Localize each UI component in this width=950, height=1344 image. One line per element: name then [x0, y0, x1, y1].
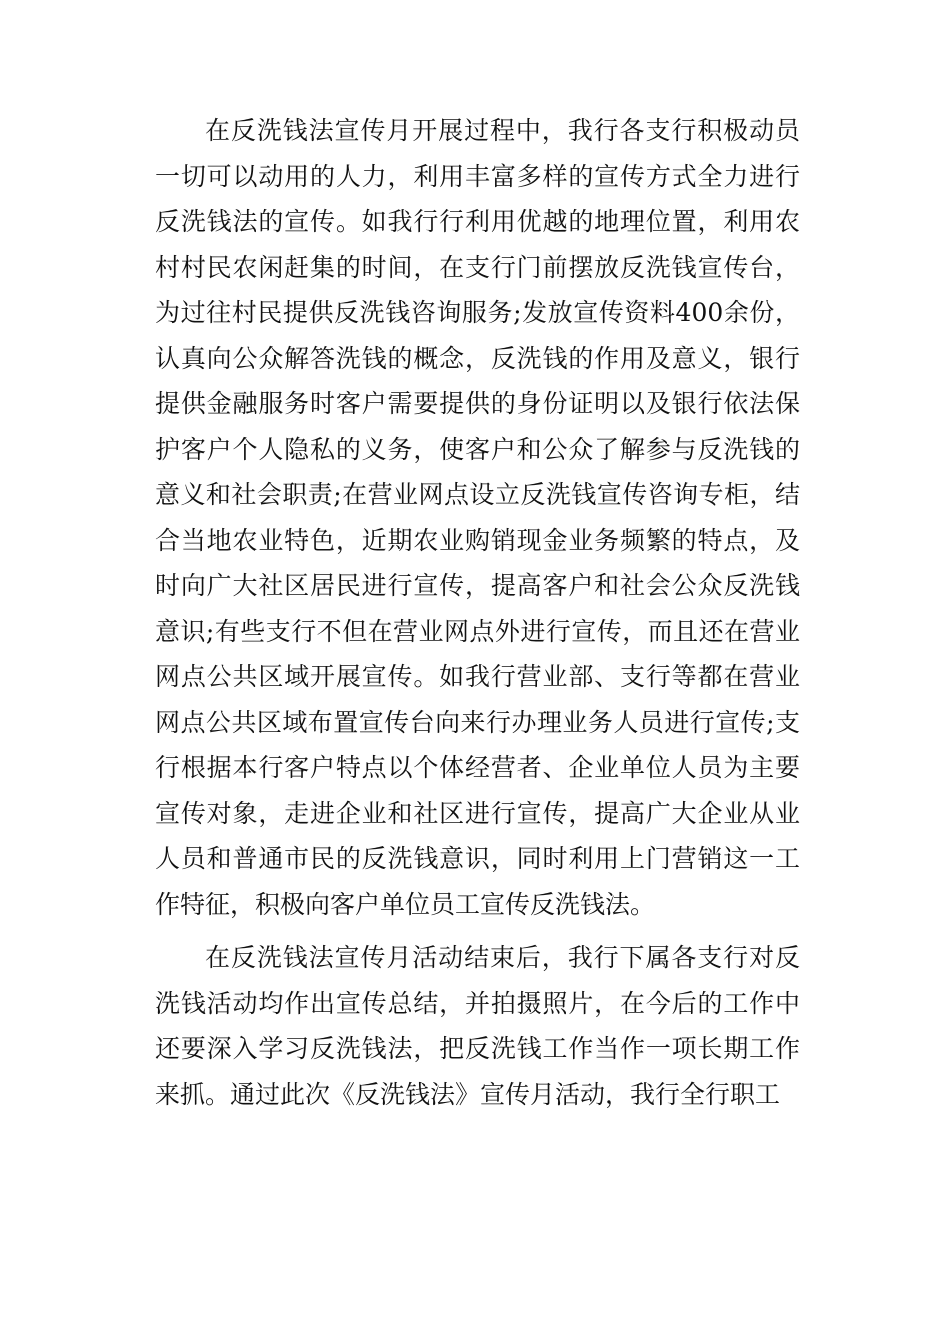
paragraph-2: 在反洗钱法宣传月活动结束后，我行下属各支行对反洗钱活动均作出宣传总结，并拍摄照片，在今后的工作中还要深入学习反洗钱法，把反洗钱工作当作一项长期工作来抓。通过此次《反洗钱法》宣传月活动，我行全行职工 — [155, 943, 800, 1109]
document-body — [155, 108, 800, 1117]
paragraph-1: 在反洗钱法宣传月开展过程中，我行各支行积极动员一切可以动用的人力，利用丰富多样的宣传方式全力进行反洗钱法的宣传。如我行行利用优越的地理位置，利用农村村民农闲赶集的时间，在支行门前摆放反洗钱宣传台，为过往村民提供反洗钱咨询服务;发放宣传资料400余份，认真向公众解答洗钱的概念，反洗钱的作用及意义，银行提供金融服务时客户需要提供的身份证明以及银行依法保护客户个人隐私的义务，使客户和公众了解参与反洗钱的意义和社会职责;在营业网点设立反洗钱宣传咨询专柜，结合当地农业特色，近期农业购销现金业务频繁的特点，及时向广大社区居民进行宣传，提高客户和社会公众反洗钱意识;有些支行不但在营业网点外进行宣传，而且还在营业网点公共区域开展宣传。如我行营业部、支行等都在营业网点公共区域布置宣传台向来行办理业务人员进行宣传;支行根据本行客户特点以个体经营者、企业单位人员为主要宣传对象，走进企业和社区进行宣传，提高广大企业从业人员和普通市民的反洗钱意识，同时利用上门营销这一工作特征，积极向客户单位员工宣传反洗钱法。 — [155, 116, 800, 919]
